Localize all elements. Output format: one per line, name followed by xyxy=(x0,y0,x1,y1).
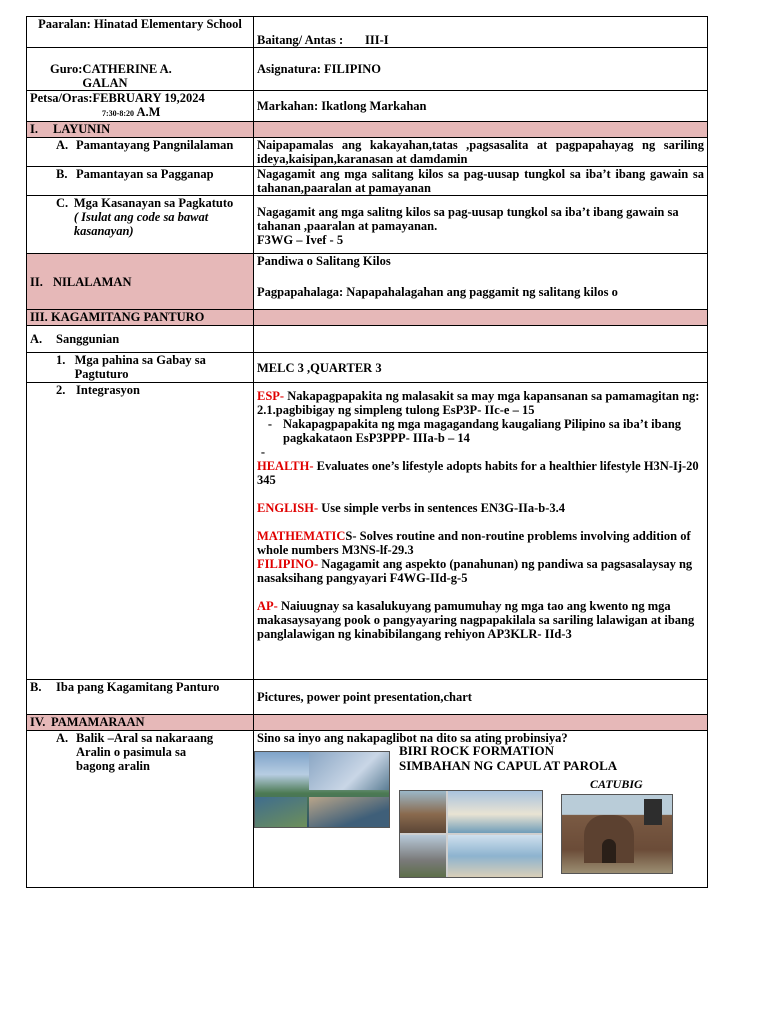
english-block xyxy=(257,501,704,515)
capul-photo-church xyxy=(400,791,446,833)
esp-bullet xyxy=(257,417,704,445)
section-title: NILALAMAN xyxy=(53,274,132,289)
section-number: I. xyxy=(30,122,38,136)
catubig-photo xyxy=(561,794,673,874)
section-title: LAYUNIN xyxy=(53,122,111,136)
reference: MELC 3 ,QUARTER 3 xyxy=(257,360,382,375)
subject-tag: FILIPINO- xyxy=(257,557,319,571)
item-title: Mga Kasanayan sa Pagkatuto xyxy=(73,196,234,210)
filipino-block xyxy=(257,557,704,585)
text: Naiuugnay sa kasalukuyang pamumuhay ng mga tao ang kwento ng mga makasaysayang pook o pangyayaring nagpapakilala sa sariling lalawigan at ibang panglalawigan ng kinabibilangang rehiyon AP3KLR- IId-3 xyxy=(257,599,695,641)
section-title: PAMAMARAAN xyxy=(51,715,145,729)
item-title: Iba pang Kagamitang Panturo xyxy=(56,680,220,694)
section-iv-blank xyxy=(254,715,708,731)
ap-block xyxy=(257,599,704,641)
item-label: B. xyxy=(56,167,68,181)
catubig-marker-sign xyxy=(644,799,662,825)
text: Nagagamit ang aspekto (panahunan) ng pandiwa sa pagsasalaysay ng nasaksihang pangyayari F4WG-IId-g-5 xyxy=(257,557,693,585)
item-label: C. xyxy=(56,196,69,210)
text: Nakapagpapakita ng mga magagandang kaugaliang Pilipino sa iba’t ibang pagkakataon EsP3PPP- IIIa-b – 14 xyxy=(283,417,682,445)
subject-tag: AP- xyxy=(257,599,278,613)
section-iii-header xyxy=(27,310,254,326)
item-title: Integrasyon xyxy=(76,383,140,397)
balik-aral-cell xyxy=(27,731,254,888)
item-title: Sanggunian xyxy=(56,332,120,346)
balik-aral-content xyxy=(254,731,708,888)
item-label: B. xyxy=(30,680,42,694)
layunin-c-cell xyxy=(27,196,254,254)
item-number: 2. xyxy=(56,383,66,397)
lesson-plan-table xyxy=(26,16,708,888)
capul-photo-collage xyxy=(399,790,543,878)
health-block xyxy=(257,459,704,487)
layunin-b-text xyxy=(254,167,708,196)
item-number: 1. xyxy=(56,353,66,367)
capul-photo-lighthouse xyxy=(400,835,446,877)
value-statement: Pagpapahalaga: Napapahalagahan ang paggamit ng salitang kilos o xyxy=(257,285,618,299)
layunin-a-cell xyxy=(27,138,254,167)
item-title: Balik –Aral sa nakaraang Aralin o pasimula sa bagong aralin xyxy=(76,731,214,773)
quarter: Markahan: Ikatlong Markahan xyxy=(257,99,427,113)
item-title: Pamantayan sa Pagganap xyxy=(76,167,214,181)
question: Sino sa inyo ang nakapaglibot na dito sa ating probinsiya? xyxy=(257,731,568,745)
quarter-cell xyxy=(254,91,708,122)
bullet-dash: - xyxy=(267,417,273,431)
item-label: A. xyxy=(30,332,43,346)
caption-catubig: CATUBIG xyxy=(590,777,643,791)
teacher-label: Guro: xyxy=(50,62,83,76)
competency-code: F3WG – Ivef - 5 xyxy=(257,233,344,247)
date-label: Petsa/Oras: xyxy=(30,91,93,105)
biri-photo-coast xyxy=(255,797,307,827)
section-iii-blank xyxy=(254,310,708,326)
layunin-b-cell xyxy=(27,167,254,196)
section-number: II. xyxy=(30,274,43,289)
iba-pang-cell xyxy=(27,680,254,715)
gabay-value xyxy=(254,353,708,383)
subject-tag: HEALTH- xyxy=(257,459,314,473)
time-value: 7:30-8:20 xyxy=(102,109,134,118)
school-name: Paaralan: Hinatad Elementary School xyxy=(38,17,242,31)
sanggunian-blank xyxy=(254,326,708,353)
section-number: IV. xyxy=(30,715,46,729)
grade-cell xyxy=(254,17,708,48)
subject-cell xyxy=(254,48,708,91)
subject-tag: ESP- xyxy=(257,389,285,403)
iba-pang-value xyxy=(254,680,708,715)
capul-photo-shore xyxy=(448,835,542,877)
teacher-name: CATHERINE A. GALAN xyxy=(82,62,172,90)
math-block xyxy=(257,529,704,557)
text: Use simple verbs in sentences EN3G-IIa-b-3.4 xyxy=(318,501,566,515)
subject-tag: ENGLISH- xyxy=(257,501,319,515)
section-ii-header xyxy=(27,254,254,310)
bullet-dash: - xyxy=(260,445,266,459)
subject: Asignatura: FILIPINO xyxy=(257,62,381,76)
item-title: Pamantayang Pangnilalaman xyxy=(76,138,234,152)
time-ampm: A.M xyxy=(136,105,161,119)
section-i-blank xyxy=(254,122,708,138)
layunin-a-text xyxy=(254,138,708,167)
text: Evaluates one’s lifestyle adopts habits for a healthier lifestyle H3N-Ij-20 345 xyxy=(257,459,699,487)
nilalaman-cell xyxy=(254,254,708,310)
text: Nagagamit ang mga salitang kilos sa pag-uusap tungkol sa iba’t ibang gawain sa tahanan,paaralan at pamayanan xyxy=(257,167,704,195)
sanggunian-cell xyxy=(27,326,254,353)
item-note: ( Isulat ang code sa bawat kasanayan) xyxy=(73,210,209,238)
grade-level: Baitang/ Antas : III-I xyxy=(257,33,389,47)
empty-bullet xyxy=(257,445,704,459)
date-value: FEBRUARY 19,2024 xyxy=(92,91,205,105)
text: Naipapamalas ang kakayahan,tatas ,pagsasalita at pagpapahayag ng sariling ideya,kaisipan,karanasan at damdamin xyxy=(257,138,704,166)
text: S- Solves routine and non-routine problems involving addition of whole numbers M3NS-lf-29.3 xyxy=(257,529,691,557)
catubig-church-door xyxy=(602,839,616,863)
section-title: KAGAMITANG PANTURO xyxy=(51,310,205,324)
capul-photo-beach xyxy=(448,791,542,833)
biri-photo-collage xyxy=(254,751,390,828)
subject-tag: MATHEMATIC xyxy=(257,529,346,543)
section-iv-header xyxy=(27,715,254,731)
teacher-cell xyxy=(27,48,254,91)
integrasyon-text xyxy=(254,383,708,680)
section-i-header xyxy=(27,122,254,138)
integrasyon-cell xyxy=(27,383,254,680)
esp-block xyxy=(257,389,704,417)
biri-photo-rocks xyxy=(309,797,389,827)
biri-photo-sky xyxy=(309,752,389,790)
item-label: A. xyxy=(56,138,69,152)
text: Nakapagpapakita ng malasakit sa may mga kapansanan sa pamamagitan ng: 2.1.pagbibigay ng simpleng tulong EsP3P- IIc-e – 15 xyxy=(257,389,700,417)
materials: Pictures, power point presentation,chart xyxy=(257,690,472,704)
gabay-cell xyxy=(27,353,254,383)
caption-biri: BIRI ROCK FORMATION xyxy=(399,743,555,758)
item-title: Mga pahina sa Gabay sa Pagtuturo xyxy=(74,353,206,381)
topic: Pandiwa o Salitang Kilos xyxy=(257,254,391,268)
text: Nagagamit ang mga salitng kilos sa pag-uusap tungkol sa iba’t ibang gawain sa tahanan ,paaralan at pamayanan. xyxy=(257,205,679,233)
caption-capul: SIMBAHAN NG CAPUL AT PAROLA xyxy=(399,758,618,773)
school-cell xyxy=(27,17,254,48)
section-number: III. xyxy=(30,310,48,324)
layunin-c-text xyxy=(254,196,708,254)
date-cell xyxy=(27,91,254,122)
item-label: A. xyxy=(56,731,69,745)
